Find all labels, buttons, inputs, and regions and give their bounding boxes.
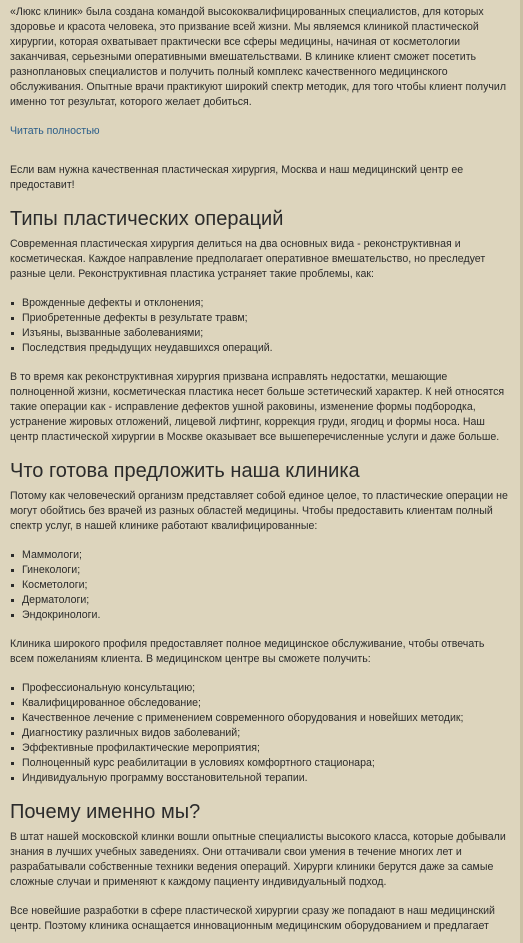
list-item: Качественное лечение с применением современного оборудования и новейших методик; (22, 711, 510, 726)
services-list (10, 681, 510, 786)
list-item: Эндокринологи. (22, 608, 510, 623)
offer-paragraph-1: Потому как человеческий организм представляет собой единое целое, то пластические операции не могут обойтись без врачей из разных областей медицины. Чтобы предоставить клиентам полный спектр услуг, в нашей клинике работают квалифицированные: (10, 490, 508, 532)
types-paragraph-1: Современная пластическая хирургия делиться на два основных вида - реконструктивная и косметическая. Каждое направление предполагает оперативное вмешательство, но преследует разные цели. Реконструктивная пластика устраняет такие проблемы, как: (10, 238, 486, 280)
list-item: Профессиональную консультацию; (22, 681, 510, 696)
article-content (10, 5, 510, 943)
list-item: Дерматологи; (22, 593, 510, 608)
types-paragraph-2: В то время как реконструктивная хирургия призвана исправлять недостатки, мешающие полноценной жизни, косметическая пластика несет больше эстетический характер. К ней относятся такие операции как - исправление дефектов ушной раковины, изменение формы подбородка, устранение жировых отложений, лицевой лифтинг, коррекция груди, ягодиц и формы носа. Наш центр пластической хирургии в Москве оказывает все вышеперечисленные услуги и даже больше. (10, 371, 505, 443)
why-paragraph-2: Все новейшие разработки в сфере пластической хирургии сразу же попадают в наш медицинский центр. Поэтому клиника оснащается инновационным медицинским оборудованием и предлагает (10, 905, 495, 932)
list-item: Эффективные профилактические мероприятия; (22, 741, 510, 756)
reconstructive-problems-list (10, 296, 510, 356)
list-item: Квалифицированное обследование; (22, 696, 510, 711)
heading-operation-types: Типы пластических операций (10, 208, 284, 230)
list-item: Полноценный курс реабилитации в условиях комфортного стационара; (22, 756, 510, 771)
list-item: Маммологи; (22, 548, 510, 563)
intro-paragraph: «Люкс клиник» была создана командой высококвалифицированных специалистов, для которых здоровье и красота человека, это призвание всей жизни. Мы являемся клиникой пластической хирургии, которая охватывает практически все сферы медицины, начиная от косметологии заканчивая, серьезными оперативными вмешательствами. В клинике клиент сможет посетить разноплановых специалистов и получить полный комплекс качественного медицинского обслуживания. Опытные врачи практикуют широкий спектр методик, для того чтобы клиент получил именно тот результат, которого желает добиться. (10, 6, 507, 108)
heading-clinic-offer: Что готова предложить наша клиника (10, 460, 360, 482)
why-paragraph-1: В штат нашей московской клинки вошли опытные специалисты высокого класса, которые добывали знания в лучших учебных заведениях. Они оттачивали свои умения в течение многих лет и разрабатывали собственные техники ведения операций. Хирурги клиники берутся даже за самые сложные случаи и применяют к каждому пациенту индивидуальный подход. (10, 831, 506, 888)
read-more-link[interactable]: Читать полностью (10, 125, 100, 137)
offer-paragraph-2: Клиника широкого профиля предоставляет полное медицинское обслуживание, чтобы отвечать всем пожеланиям клиента. В медицинском центре вы сможете получить: (10, 638, 485, 665)
list-item: Диагностику различных видов заболеваний; (22, 726, 510, 741)
list-item: Последствия предыдущих неудавшихся операций. (22, 341, 510, 356)
list-item: Индивидуальную программу восстановительной терапии. (22, 771, 510, 786)
specialists-list (10, 548, 510, 623)
list-item: Приобретенные дефекты в результате травм; (22, 311, 510, 326)
heading-why-us: Почему именно мы? (10, 801, 201, 823)
list-item: Изъяны, вызванные заболеваниями; (22, 326, 510, 341)
list-item: Врожденные дефекты и отклонения; (22, 296, 510, 311)
moscow-paragraph: Если вам нужна качественная пластическая хирургия, Москва и наш медицинский центр ее предоставит! (10, 164, 464, 191)
list-item: Гинекологи; (22, 563, 510, 578)
list-item: Косметологи; (22, 578, 510, 593)
